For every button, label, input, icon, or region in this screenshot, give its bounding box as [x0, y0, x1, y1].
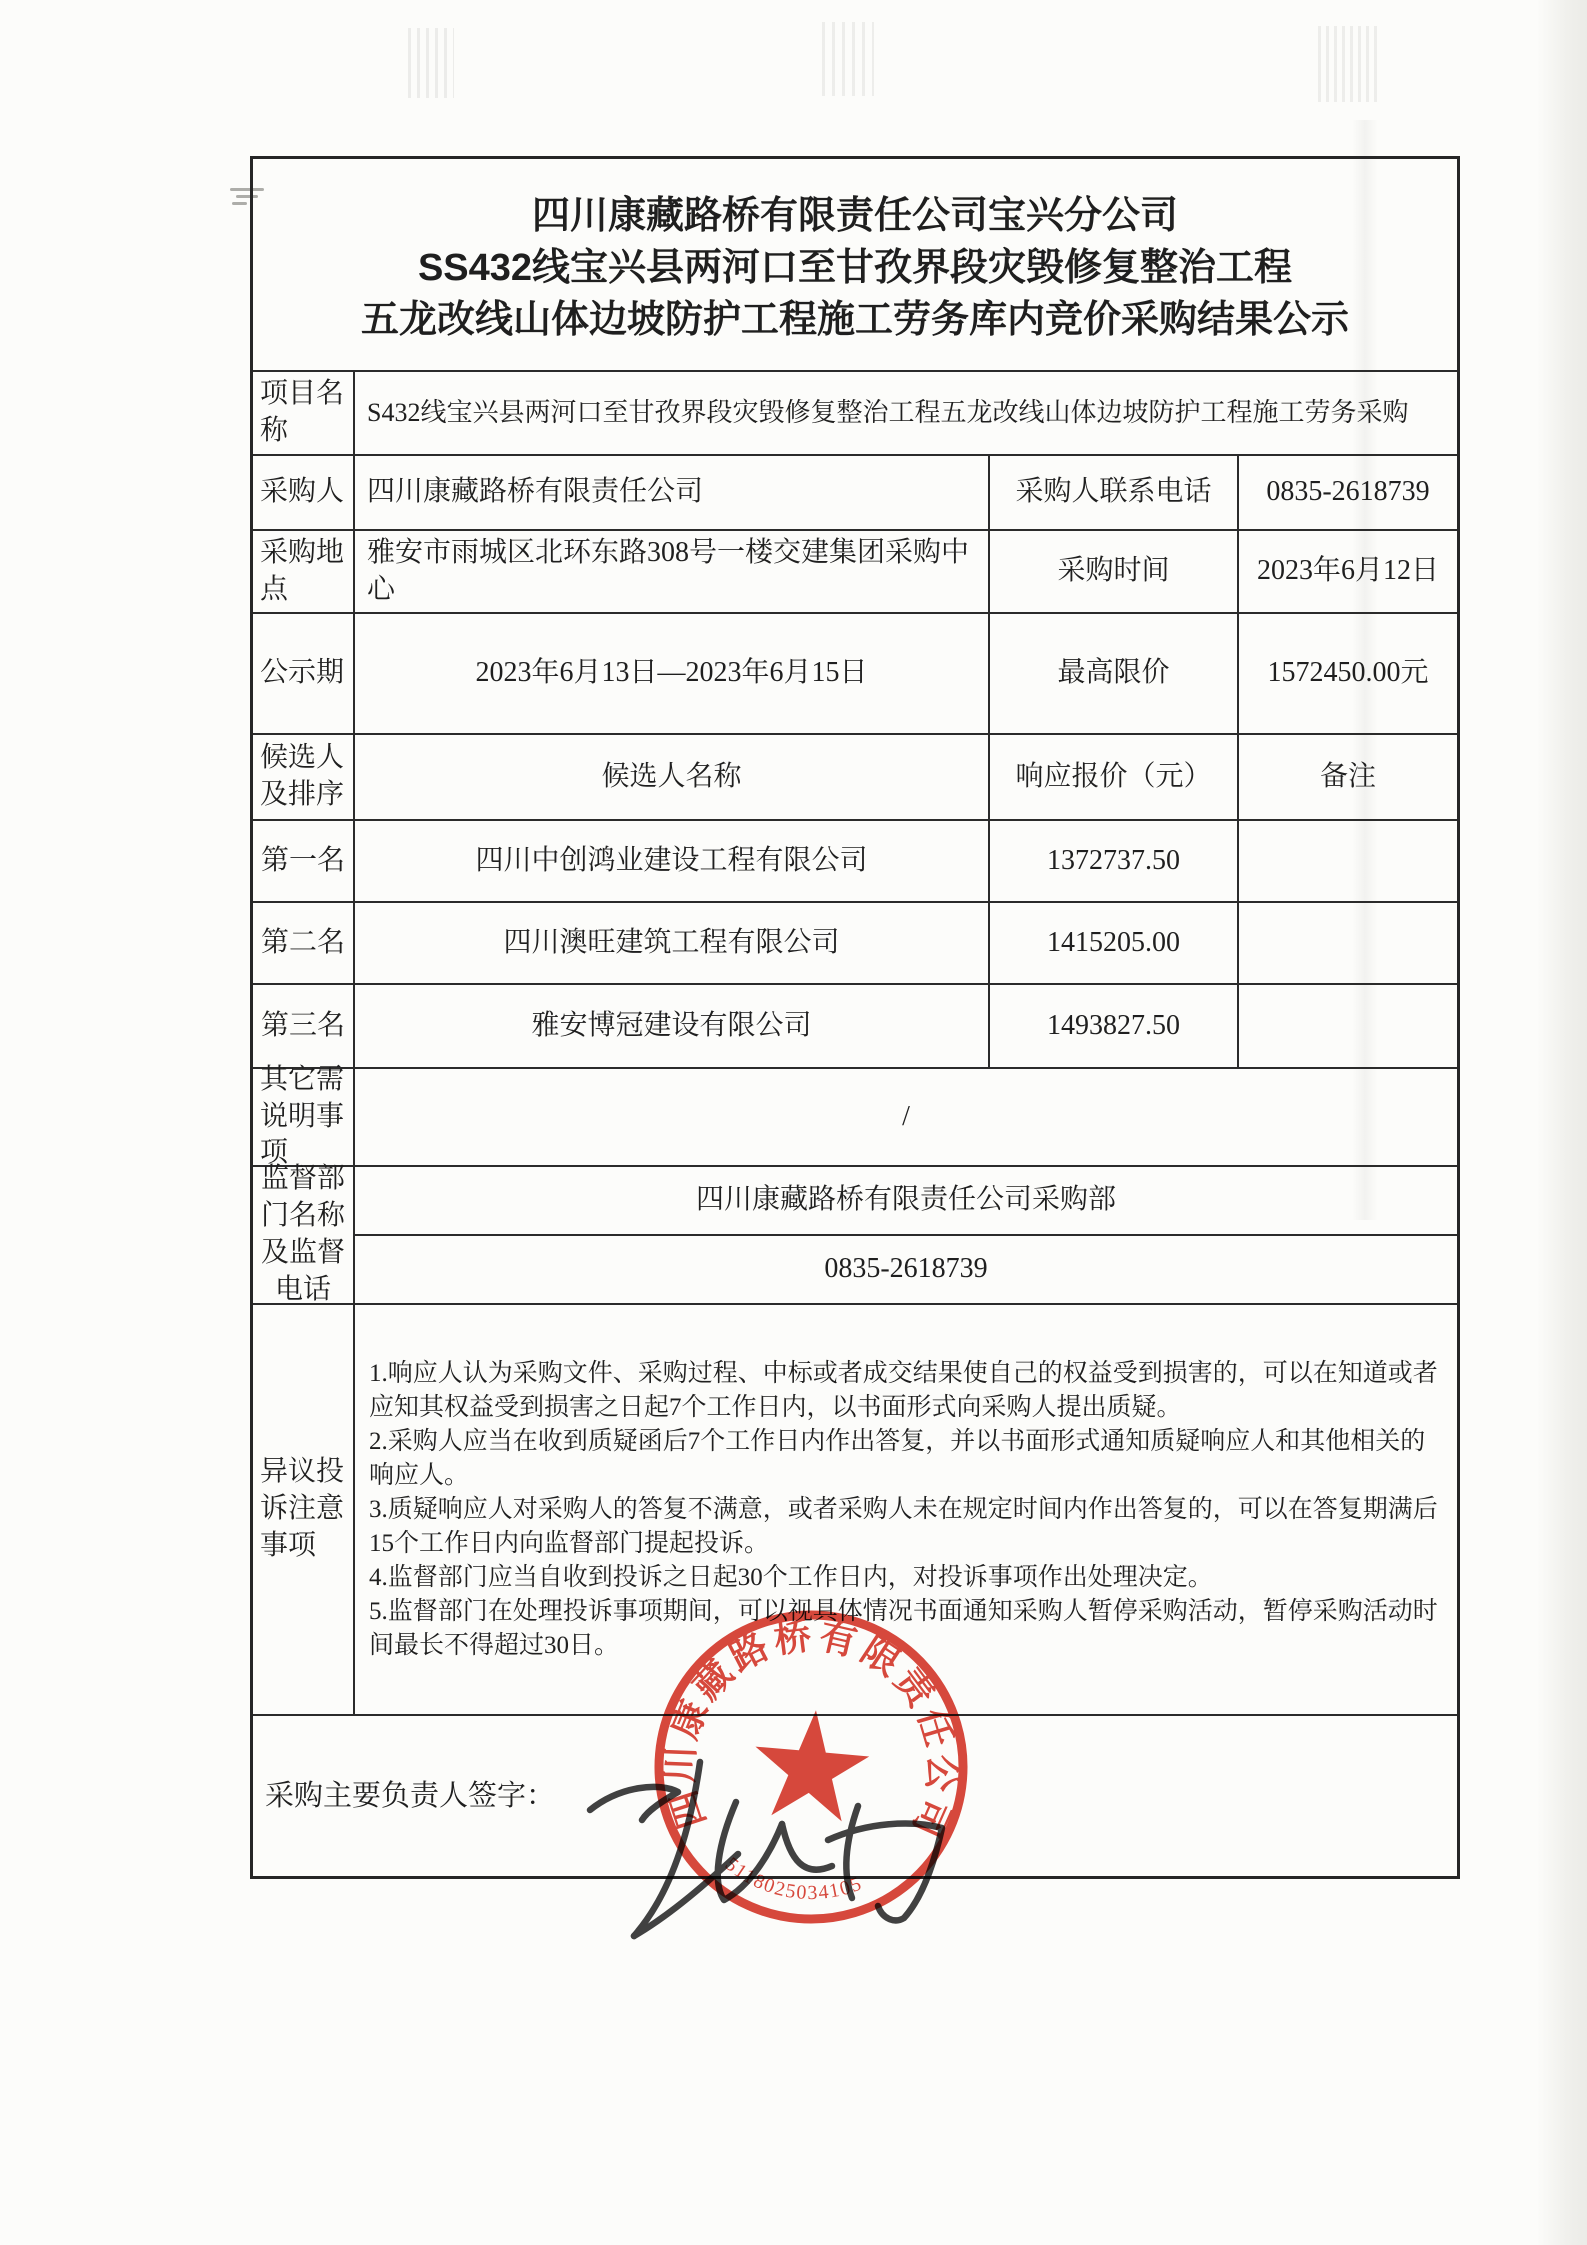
location-value: 雅安市雨城区北环东路308号一楼交建集团采购中心 [355, 531, 990, 612]
purchase-time-label: 采购时间 [990, 531, 1239, 612]
max-price-value: 1572450.00元 [1267, 657, 1429, 689]
purchaser-phone-value: 0835-2618739 [1266, 476, 1430, 508]
row-purchaser [253, 456, 1457, 531]
purchase-time-value: 2023年6月12日 [1256, 555, 1439, 587]
candidate-remark [1239, 903, 1457, 983]
purchaser-value: 四川康藏路桥有限责任公司 [355, 456, 990, 529]
supervision-label: 监督部门名称及监督电话 [253, 1167, 355, 1303]
row-supervision [253, 1163, 1457, 1305]
objection-item-1: 1.响应人认为采购文件、采购过程、中标或者成交结果使自己的权益受到损害的，可以在知道或者应知其权益受到损害之日起7个工作日内，以书面形式向采购人提出质疑。 [369, 1359, 1438, 1421]
objection-item-3: 3.质疑响应人对采购人的答复不满意，或者采购人未在规定时间内作出答复的，可以在答复期满后15个工作日内向监督部门提起投诉。 [369, 1495, 1438, 1557]
objection-item-4: 4.监督部门应当自收到投诉之日起30个工作日内，对投诉事项作出处理决定。 [369, 1563, 1213, 1591]
title-line-3: 五龙改线山体边坡防护工程施工劳务库内竞价采购结果公示 [360, 298, 1349, 341]
table-row-candidate-3 [253, 985, 1457, 1069]
candidate-remark-header: 备注 [1319, 760, 1376, 792]
project-name-value: S432线宝兴县两河口至甘孜界段灾毁修复整治工程五龙改线山体边坡防护工程施工劳务采购 [367, 397, 1409, 427]
candidate-price: 1415205.00 [990, 903, 1239, 983]
seal-company-name: 四川康藏路桥有限责任公司 [660, 1615, 963, 1847]
candidate-name: 雅安博冠建设有限公司 [355, 985, 990, 1067]
other-notes-value: / [902, 1100, 910, 1132]
row-location [253, 531, 1457, 614]
candidate-remark [1239, 821, 1457, 901]
candidate-remark [1239, 985, 1457, 1067]
document-title [253, 159, 1457, 372]
other-notes-label: 其它需说明事项 [253, 1069, 355, 1165]
objection-label: 异议投诉注意事项 [253, 1305, 355, 1714]
candidate-price: 1372737.50 [990, 821, 1239, 901]
candidate-rank: 第三名 [253, 985, 355, 1067]
row-project-name [253, 372, 1457, 456]
candidate-name: 四川澳旺建筑工程有限公司 [355, 903, 990, 983]
candidate-rank: 第二名 [253, 903, 355, 983]
table-row-candidate-1 [253, 821, 1457, 903]
publicity-value: 2023年6月13日—2023年6月15日 [355, 614, 990, 733]
purchaser-label: 采购人 [253, 456, 355, 529]
candidate-name: 四川中创鸿业建设工程有限公司 [355, 821, 990, 901]
candidate-name-header: 候选人名称 [355, 735, 990, 819]
location-label: 采购地点 [253, 531, 355, 612]
table-row-candidate-2 [253, 903, 1457, 985]
scan-edge-shadow [1536, 0, 1587, 2245]
signature-label: 采购主要负责人签字： [265, 1779, 556, 1812]
purchaser-phone-label: 采购人联系电话 [990, 456, 1239, 529]
supervision-department: 四川康藏路桥有限责任公司采购部 [355, 1167, 1457, 1236]
row-publicity-period [253, 614, 1457, 735]
candidate-price: 1493827.50 [990, 985, 1239, 1067]
supervision-values [355, 1167, 1457, 1303]
objection-item-2: 2.采购人应当在收到质疑函后7个工作日内作出答复，并以书面形式通知质疑响应人和其他相关的响应人。 [369, 1427, 1426, 1489]
title-line-2: SS432线宝兴县两河口至甘孜界段灾毁修复整治工程 [417, 246, 1293, 289]
project-name-label: 项目名称 [253, 372, 355, 454]
seal-code: 5118025034105 [720, 1853, 866, 1905]
title-line-1: 四川康藏路桥有限责任公司宝兴分公司 [531, 194, 1178, 237]
candidate-price-header: 响应报价（元） [990, 735, 1239, 819]
publicity-label: 公示期 [253, 614, 355, 733]
row-other-notes [253, 1063, 1457, 1169]
scan-streak [822, 22, 874, 96]
candidates-rank-label: 候选人及排序 [253, 735, 355, 819]
scan-streak [1318, 26, 1378, 102]
objection-item-5: 5.监督部门在处理投诉事项期间，可以视具体情况书面通知采购人暂停采购活动，暂停采购活动时间最长不得超过30日。 [369, 1597, 1438, 1659]
scan-streak [408, 28, 454, 98]
candidate-rank: 第一名 [253, 821, 355, 901]
row-candidates-header [253, 735, 1457, 821]
handwritten-signature [560, 1748, 980, 1958]
supervision-phone: 0835-2618739 [824, 1253, 988, 1285]
max-price-label: 最高限价 [990, 614, 1239, 733]
